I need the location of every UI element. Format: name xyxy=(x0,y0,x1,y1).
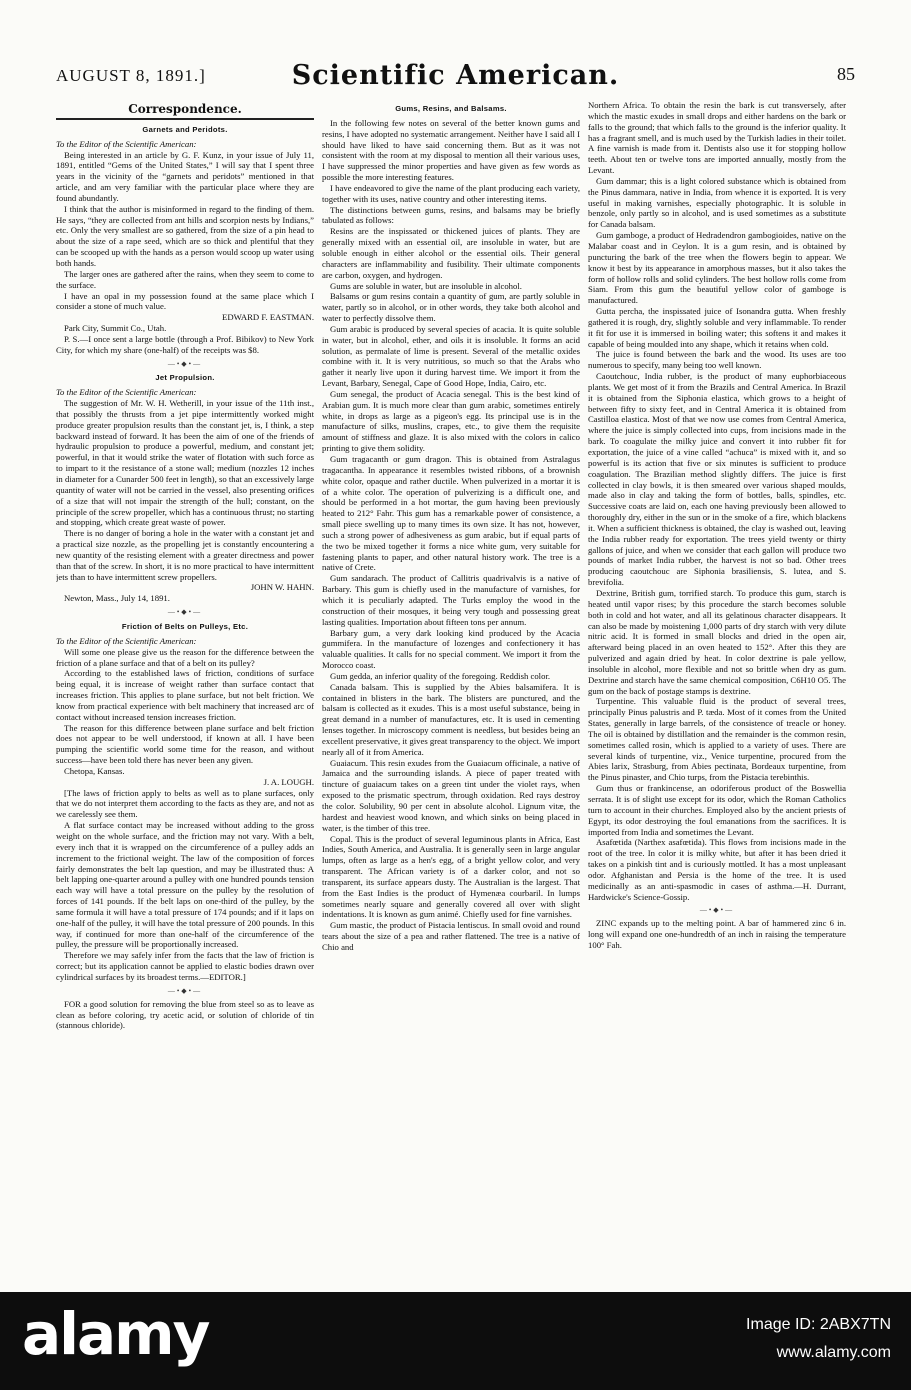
masthead-title: Scientific American. xyxy=(291,60,620,91)
article-title-jet-propulsion: Jet Propulsion. xyxy=(155,373,215,383)
paragraph: Guaiacum. This resin exudes from the Guaiacum officinale, a native of Jamaica and the surrounding islands. A piece of paper treated with tincture of guaiacum takes on a green tint under the violet rays, when exposed to the prismatic spectrum, through oxidation. Red rays destroy the color. Solubility, 90 per cent in absolute alcohol. Lignum vitæ, the hardest and heaviest wood known, and which sinks on being placed in water, is the timber of this tree. xyxy=(322,757,580,833)
paragraph: Asafœtida (Narthex asafœtida). This flows from incisions made in the root of the tree. In color it is milky white, but after it has been dried it takes on a pinkish tint and is curiously mottled. It has a most unpleasant odor. Afghanistan and Persia is the home of the tree. It is used medicinally as an anti-spasmodic in cases of asthma.—H. Durrant, Hardwicke's Science-Gossip. xyxy=(588,837,846,902)
paragraph: I have endeavored to give the name of the plant producing each variety, together with its uses, native country and other interesting items. xyxy=(322,182,580,204)
addressee: To the Editor of the Scientific American: xyxy=(56,138,197,149)
paragraph: The distinctions between gums, resins, and balsams may be briefly tabulated as follows: xyxy=(322,204,580,226)
paragraph: Barbary gum, a very dark looking kind produced by the Acacia gummifera. In the manufacture of lozenges and confectionery it has valuable qualities. It calls for no special comment. We import it from the Morocco coast. xyxy=(322,627,580,671)
paragraph: Gum gedda, an inferior quality of the foregoing. Reddish color. xyxy=(330,670,551,681)
article-title-friction: Friction of Belts on Pulleys, Etc. xyxy=(121,621,249,631)
watermark-url: www.alamy.com xyxy=(776,1344,891,1361)
column-gums-continued xyxy=(588,100,846,1285)
paragraph: Copal. This is the product of several leguminous plants in Africa, East Indies, South America, and Australia. It is generally seen in large angular lumps, often as large as a hen's egg, of a bright yellow color, and very transparent. The African variety is of a darker color, and not so transparent, its surface appears dusty. The Australian is the largest. That from the East Indies is the product of Hymenæa courbaril. In lumps sometimes nearly square and generally covered all over with slight indentations. It is known as gum animé. Chiefly used for fine varnishes. xyxy=(322,833,580,920)
paragraph: Canada balsam. This is supplied by the Abies balsamifera. It is contained in blisters in the bark. The blisters are punctured, and the balsam is collected as it exudes. This is a most useful substance, being in great demand in a number of manufactures, etc. It is used in cementing lenses together. In microscopy comment is needless, but besides being an excellent preservative, it gives great transparency to the object. We import nearly all of it from America. xyxy=(322,681,580,757)
paragraph: Being interested in an article by G. F. Kunz, in your issue of July 11, 1891, entitled “Gems of the United States,” I will say that I spent three years in the vicinity of the “garnets and peridots” mentioned in that article, and am very familiar with the particular place where they are found abundantly. xyxy=(56,149,314,203)
column-correspondence xyxy=(56,100,314,1285)
paragraph: Gums are soluble in water, but are insoluble in alcohol. xyxy=(330,280,522,291)
article-title-gums: Gums, Resins, and Balsams. xyxy=(395,104,507,113)
paragraph: Gum sandarach. The product of Callitris quadrivalvis is a native of Barbary. This gum is chiefly used in the manufacture of varnishes, for which it is peculiarly adapted. The Turks employ the wood in the construction of their mosques, it being very tough and possessing great lasting qualities. Importation about fifteen tons per annum. xyxy=(322,573,580,627)
signature: EDWARD F. EASTMAN. xyxy=(222,312,314,323)
closing-note: ZINC expands up to the melting point. A bar of hammered zinc 6 in. long will expand one one-hundredth of an inch in raising the temperature 100° Fah. xyxy=(588,918,846,950)
paragraph: Resins are the inspissated or thickened juices of plants. They are generally mixed with an essential oil, are insoluble in water, but are soluble enough in either alcohol or the essential oils. Their general characters are inflammability and fusibility. Their ultimate components are carbon, oxygen, and hydrogen. xyxy=(322,226,580,280)
paragraph: Gum arabic is produced by several species of acacia. It is quite soluble in water, but in alcohol, ether, and oils it is insoluble. It forms an acid solution, as permalate of lime is present. Several of the metallic oxides combine with it. It is very nutritious, so much so that the Arabs who gather it nearly live upon it during harvest time. We import it from the Levant, Barbary, Senegal, Cape of Good Hope, India, Cairo, etc. xyxy=(322,323,580,389)
paragraph: Turpentine. This valuable fluid is the product of several trees, principally Pinus palustris and P. tæda. Most of it comes from the United States, generally in large barrels, of the consistence of treacle or honey. The oil is obtained by distillation and the remainder is the common resin, sometimes called rosin, which is applied to a variety of uses. There are several kinds of turpentine, viz., Venice turpentine, procured from the Abies larix, Strasburg, from Abies pectinata, Bordeaux turpentine, from the Pinus pinaster, and Chio turps, from the Pistacia terebinthis. xyxy=(588,696,846,783)
paragraph: Northern Africa. To obtain the resin the bark is cut transversely, after which the mastic exudes in small drops and either hardens on the bark or falls to the ground; that which falls to the ground is the inferior quality. It has a fragrant smell, and is much used by the Turkish ladies in their toilet. A fine varnish is made from it. Dentists also use it for stopping hollow teeth. About ten or twelve tons are imported annually, mostly from the Levant. xyxy=(588,100,846,176)
signature: JOHN W. HAHN. xyxy=(250,582,314,593)
paragraph: Gum dammar; this is a light colored substance which is obtained from the Pinus dammara, native in India, from whence it is exported. It is very useful in making varnishes, especially photographic. It is soluble in benzole, only partly so in alcohol, and is used sometimes as a substitute for Canada balsam. xyxy=(588,175,846,230)
editor-note: A flat surface contact may be increased without adding to the gross weight on the whole surface, and the friction may not vary. With a belt, every inch that it is wrapped on the circumference of a pulley adds an increment to the frictional weight. The law of the composition of forces fairly demonstrates the belt lap question, and may be illustrated thus: A belt lapping one-quarter around a pulley with one hundred pounds tension each way will have a total pressure on the pulley by the resolution of forces of 141 pounds. If the belt laps on one-third of the pulley, by the same formula it will have a total pressure of 174 pounds; and if it laps on one-half of the pulley, it will have the total pressure of 200 pounds. In this way, if continued for more than one-half of the circumference of the pulley, the pressure will be proportionally increased. xyxy=(56,820,314,950)
paragraph: Gum mastic, the product of Pistacia lentiscus. In small ovoid and round tears about the size of a pea and rather flattened. The tree is a native of Chio and xyxy=(322,920,580,952)
paragraph: The larger ones are gathered after the rains, when they seem to come to the surface. xyxy=(56,268,314,290)
page-header xyxy=(56,60,855,94)
paragraph: Gum senegal, the product of Acacia senegal. This is the best kind of Arabian gum. It is much more clear than gum arabic, sometimes entirely white, in drops as large as a pigeon's egg. Its principal use is in the manufacture of silks, muslins, crapes, etc., to give them the requisite amount of stiffness and glaze. It is also mixed with the colors in calico printing to give them solidity. xyxy=(322,388,580,454)
paragraph: I have an opal in my possession found at the same place which I consider a stone of much value. xyxy=(56,290,314,312)
alamy-logo: alamy xyxy=(22,1300,209,1368)
paragraph: Caoutchouc, India rubber, is the product of many euphorbiaceous plants. We get most of it from the Brazils and Central America. In Brazil it is obtained from the Siphonia elastica, which grows to a height of between fifty to sixty feet, and in Central America it is obtained from Castilloa elastica. Most of that we now use comes from Central America, where the juice is simply collected into cups, from incisions made in the bark. To coagulate the milky juice and convert it into rubber fit for exportation, the juice of a vine called “achuca” is mixed with it, and so powerful is its action that five or six minutes is sufficient to produce coagulation. The Brazilian method slightly differs. The juice is first collected in clay bowls, it is then smeared over various shaped moulds, made also in clay and taking the form of bottles, balls, spindles, etc. Successive coats are laid on, each one having previously been allowed to thoroughly dry, either in the sun or in the smoke of a fire, which blackens it. When a sufficient thickness is obtained, the clay is washed out, leaving the India rubber ready for exportation. The trees yield twenty or thirty gallons of juice, and when we consider that each gallon will produce two pounds of market India rubber, the harvest is not so bad. Other trees producing caoutchouc are Siphonia brasiliensis, S. lutea, and S. brevifolia. xyxy=(588,371,846,588)
issue-date: AUGUST 8, 1891.] xyxy=(56,66,206,85)
section-title: Correspondence. xyxy=(128,102,242,116)
editor-note: Therefore we may safely infer from the facts that the law of friction is correct; but its application cannot be applied to elastic bodies drawn over cylindrical surfaces by its broadest terms.—EDITOR.] xyxy=(56,950,314,982)
section-rule xyxy=(56,118,314,120)
postscript: P. S.—I once sent a large bottle (through a Prof. Bibikov) to New York City, for which my share (one-half) of the receipts was $8. xyxy=(56,333,314,355)
addressee: To the Editor of the Scientific American: xyxy=(56,387,197,398)
paragraph: Gum tragacanth or gum dragon. This is obtained from Astralagus tragacantha. In appearance it resembles twisted ribbons, of a brownish white color, opaque and rather ductile. When pulverized in a mortar it is of a white color. The operation of pulverizing is a difficult one, and should be performed in a hot mortar, the gum having been previously heated to 212° Fahr. This gum has a remarkable power of consistence, a small piece swelling up to many times its own size. It has not, however, such a strong power of adhesiveness as gum arabic, but if equal parts of the two be mixed together it forms a nice white gum, very suitable for fastening plants to paper, and other natural history work. The tree is a native of Crete. xyxy=(322,454,580,573)
paragraph: Dextrine, British gum, torrified starch. To produce this gum, starch is heated until vapor rises; by this procedure the starch becomes soluble both in cold and hot water, and all its gelatinous character disappears. It can also be made by moistening 1,000 parts of dry starch with very dilute nitric acid. It is formed in small blocks and dried in the open air, afterward being placed in an oven heated to 152°. After this they are pulverized and again dried by heat. In color dextrine is pale yellow, insoluble in alcohol, more flexible and not so brittle when dry as gum. Dextrine and starch have the same chemical composition, C6H10 O5. The gum on the back of postage stamps is dextrine. xyxy=(588,587,846,696)
location: Newton, Mass., July 14, 1891. xyxy=(64,593,170,604)
paragraph: Gum thus or frankincense, an odoriferous product of the Boswellia serrata. It is of slight use except for its odor, which the Roman Catholics turn to account in their churches. Employed also by the ancient priests of Egypt, its odor destroying the foul emanations from the sacrifices. It is imported from India and sometimes the Levant. xyxy=(588,783,846,837)
stock-watermark-band xyxy=(0,1292,911,1390)
page-number: 85 xyxy=(837,64,855,84)
editor-note: [The laws of friction apply to belts as well as to plane surfaces, only that we do not interpret them according to the facts as they are, and not as we carelessly see them. xyxy=(56,787,314,820)
paragraph: Will some one please give us the reason for the difference between the friction of a plane surface and that of a belt on its pulley? xyxy=(56,646,314,668)
image-id: Image ID: 2ABX7TN xyxy=(746,1316,891,1333)
separator-ornament: —•◆•— xyxy=(167,986,203,995)
paragraph: Gum gamboge, a product of Hedradendron gambogioides, native on the Malabar coast and in Ceylon. It is a gum resin, and is obtained by puncturing the bark of the tree when the flowers begin to appear. We know it best by its appearance in amorphous masses, but it also takes the form of hollow rolls and solid cylinders. The best hollow rolls come from Siam. From this gum the beautiful yellow color of gamboge is manufactured. xyxy=(588,230,846,306)
paragraph: Balsams or gum resins contain a quantity of gum, are partly soluble in water, partly so in alcohol, or in other words, they take both alcohol and water to perfectly dissolve them. xyxy=(322,291,580,324)
paragraph: Gutta percha, the inspissated juice of Isonandra gutta. When freshly gathered it is rough, dry, slightly soluble and very inflammable. To render it fit for use it is immersed in boiling water; this softens it and makes it capable of being moulded into any shape, which it retains when cold. xyxy=(588,306,846,349)
separator-ornament: —•◆•— xyxy=(167,608,203,617)
location: Chetopa, Kansas. xyxy=(64,765,125,776)
article-title-garnets: Garnets and Peridots. xyxy=(142,124,228,134)
paragraph: The juice is found between the bark and the wood. Its uses are too numerous to specify, many being too well known. xyxy=(588,349,846,371)
paragraph: There is no danger of boring a hole in the water with a constant jet and a practical size nozzle, as the propelling jet is constantly encountering a new quantity of the resisting element with a greater directness and power than that of the screw. In short, it is no more practical to have intermittent jets than to have intermittent screw propellers. xyxy=(56,528,314,582)
paragraph: According to the established laws of friction, conditions of surface being equal, it is increase of weight rather than surface contact that increases friction. This applies to plane surface, but not belt friction. We know from practical experience with belt machinery that increased arc of contact without increased tension increases friction. xyxy=(56,668,314,722)
signature: J. A. LOUGH. xyxy=(263,776,314,787)
column-gums-resins xyxy=(322,100,580,1285)
addressee: To the Editor of the Scientific American: xyxy=(56,635,197,646)
separator-ornament: —•◆•— xyxy=(699,906,735,915)
separator-ornament: —•◆•— xyxy=(167,359,203,368)
location: Park City, Summit Co., Utah. xyxy=(64,323,167,334)
closing-note: FOR a good solution for removing the blue from steel so as to leave as clean as before coloring, try acetic acid, or solution of chloride of tin (stannous chloride). xyxy=(56,998,314,1031)
paragraph: In the following few notes on several of the better known gums and resins, I have adopted no systematic arrangement. Neither have I said all I should have liked to have said concerning them. But as it was not consistent with the room at my disposal to mention all their various uses, I have suppressed the minor properties and have given as few words as possible the more interesting features. xyxy=(322,117,580,183)
paragraph: The suggestion of Mr. W. H. Wetherill, in your issue of the 11th inst., that possibly the thrusts from a jet pipe intermittently worked might produce greater propulsion results than the constant jet, is, I think, a step backward instead of forward. It has been the aim of one of the friends of hydraulic propulsion to produce a powerful, medium, and constant jet; powerful, in that it would strike the water of flotation with such force as to impart to it the resistance of a stone wall; medium (nozzles 12 inches in diameter for a Cunarder 500 feet in length), so that an excessively large quantity of water will not be carried in the vessel, also presenting orifices of a size that will not impair the strength of the hull; constant, on the principle of the screw propeller, which has a continuous thrust; no starting and stopping, which create great waste of power. xyxy=(56,398,314,528)
paragraph: I think that the author is misinformed in regard to the finding of them. He says, “they are collected from ant hills and scorpion nests by Indians,” etc. Only the very smallest are so gathered, from the size of a pin head to about the size of a rape seed, which are so thick and plentiful that they can be scooped up with the hands as a person would scoop up water using both hands. xyxy=(56,203,314,268)
paragraph: The reason for this difference between plane surface and belt friction does not appear to be well understood, if known at all. I have been pumping the scientific world some time for the reason, and without success—have been told there has never been any given. xyxy=(56,722,314,766)
